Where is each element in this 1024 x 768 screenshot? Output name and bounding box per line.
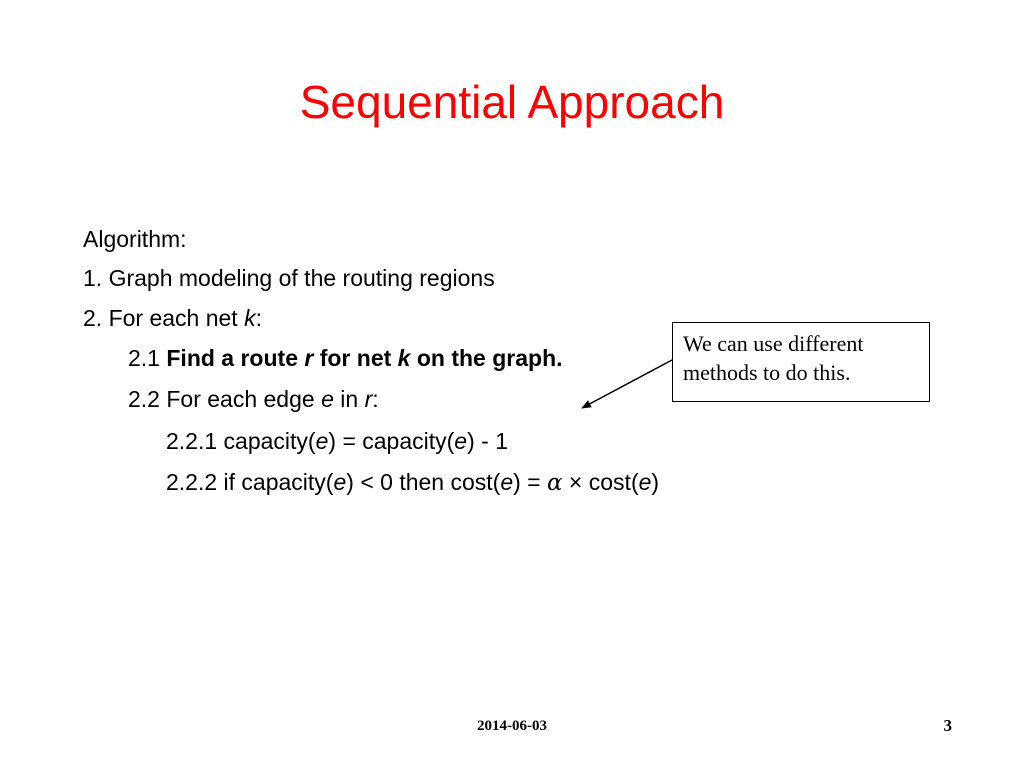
footer-date: 2014-06-03 bbox=[477, 718, 547, 734]
callout-box bbox=[672, 322, 930, 402]
step-2-2 bbox=[128, 383, 379, 415]
step-2-1 bbox=[128, 342, 563, 374]
slide-title: Sequential Approach bbox=[299, 76, 725, 128]
step-2-2-2-v1: e bbox=[333, 469, 347, 495]
step-2-2-suffix: : bbox=[372, 386, 379, 412]
step-2-2-1-p2: ) = capacity( bbox=[328, 428, 455, 454]
step-2-2-prefix: 2.2 For each edge bbox=[128, 386, 322, 412]
step-2-1-part3: on the graph. bbox=[410, 345, 563, 371]
step-2-2-1-p3: ) - 1 bbox=[467, 428, 508, 454]
step-2-suffix: : bbox=[255, 305, 262, 331]
callout-line-2: methods to do this. bbox=[683, 360, 851, 385]
page-number: 3 bbox=[943, 716, 952, 735]
step-2-2-1-v2: e bbox=[454, 428, 468, 454]
step-2-2-var-r: r bbox=[364, 386, 373, 412]
step-2-2-2-p2: ) < 0 then cost( bbox=[346, 469, 501, 495]
step-2-2-mid: in bbox=[333, 386, 365, 412]
step-2-2-2-p1: 2.2.2 if capacity( bbox=[166, 469, 334, 495]
step-2-2-1-p1: 2.2.1 capacity( bbox=[166, 428, 316, 454]
step-2-1-part2: for net bbox=[313, 345, 398, 371]
step-2-prefix: 2. For each net bbox=[83, 305, 245, 331]
callout-line-1: We can use different bbox=[683, 331, 864, 356]
step-2-2-1-v1: e bbox=[315, 428, 329, 454]
step-2-1-number: 2.1 bbox=[128, 345, 167, 371]
step-2-2-2-v2: e bbox=[500, 469, 514, 495]
step-2-2-2-p4: cost( bbox=[588, 469, 639, 495]
times-symbol: × bbox=[562, 469, 589, 495]
step-2-2-var-e: e bbox=[321, 386, 334, 412]
step-2-1-var-k: k bbox=[397, 345, 411, 371]
step-2-2-2-p5: ) bbox=[651, 469, 660, 495]
arrow-line bbox=[582, 360, 672, 408]
step-2-1-var-r: r bbox=[304, 345, 314, 371]
step-2-2-1 bbox=[166, 425, 508, 457]
step-2-2-2 bbox=[166, 466, 659, 499]
step-2-1-part1: Find a route bbox=[166, 345, 305, 371]
step-2-2-2-v3: e bbox=[638, 469, 652, 495]
step-2-var-k: k bbox=[244, 305, 256, 331]
step-2-2-2-p3: ) = bbox=[513, 469, 547, 495]
step-2 bbox=[83, 302, 262, 334]
step-1: 1. Graph modeling of the routing regions bbox=[83, 265, 495, 291]
alpha-symbol: α bbox=[547, 470, 563, 496]
algorithm-heading: Algorithm: bbox=[83, 226, 187, 252]
